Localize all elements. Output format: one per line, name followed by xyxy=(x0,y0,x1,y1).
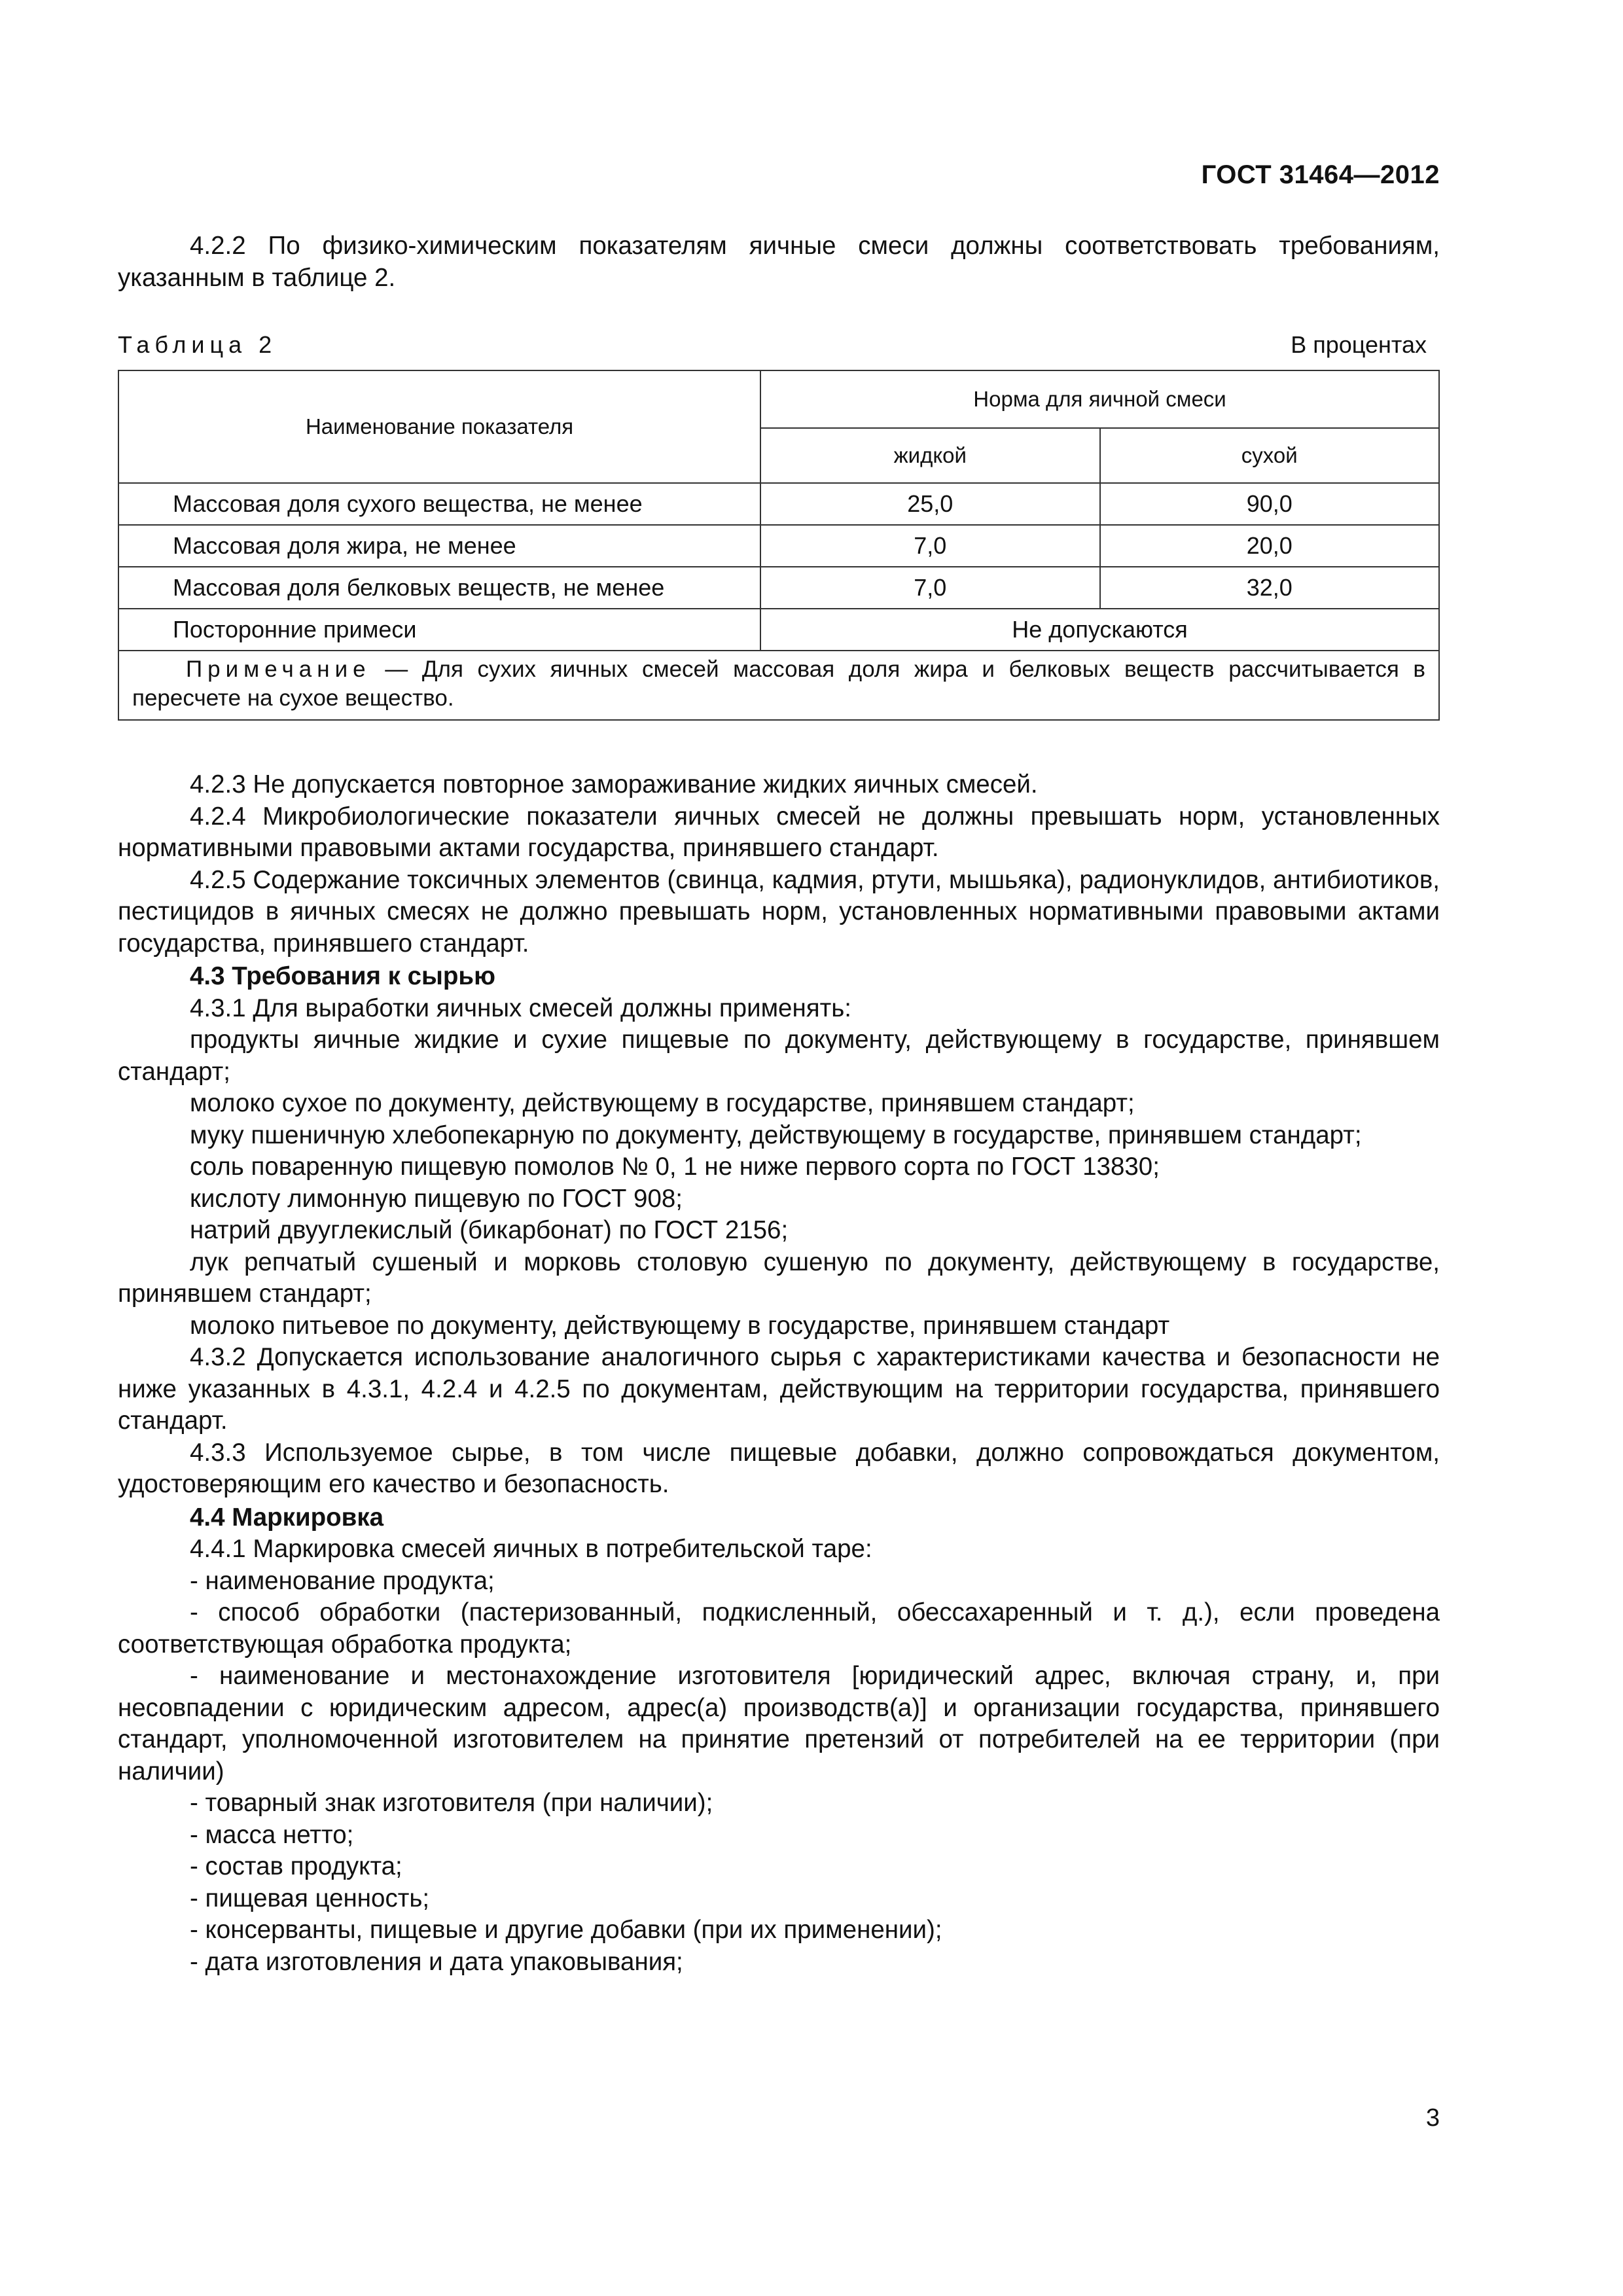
paragraph-4-2-5: 4.2.5 Содержание токсичных элементов (свинца, кадмия, ртути, мышьяка), радионуклидов, антибиотиков, пестицидов в яичных смесях не должно превышать норм, установленных нормативными правовыми актами государства, принявшего стандарт. xyxy=(118,865,1440,958)
paragraph-4-3-1: 4.3.1 Для выработки яичных смесей должны применять: xyxy=(190,994,851,1022)
table-row xyxy=(118,483,1439,525)
paragraph-4-2-3: 4.2.3 Не допускается повторное замораживание жидких яичных смесей. xyxy=(190,770,1038,798)
list-item: соль поваренную пищевую помолов № 0, 1 не ниже первого сорта по ГОСТ 13830; xyxy=(190,1153,1160,1181)
list-item: натрий двууглекислый (бикарбонат) по ГОСТ 2156; xyxy=(190,1216,789,1244)
paragraph-4-2-4: 4.2.4 Микробиологические показатели яичных смесей не должны превышать норм, установленных нормативными правовыми актами государства, принявшего стандарт. xyxy=(118,802,1440,862)
paragraph-4-3-2: 4.3.2 Допускается использование аналогичного сырья с характеристиками качества и безопасности не ниже указанных в 4.3.1, 4.2.4 и 4.2.5 по документам, действующим на территории государства, принявшего стандарт. xyxy=(118,1343,1440,1435)
header-norm: Норма для яичной смеси xyxy=(760,370,1439,428)
row-name: Массовая доля белковых веществ, не менее xyxy=(118,567,760,609)
row-liquid-value: 25,0 xyxy=(760,483,1099,525)
list-item: лук репчатый сушеный и морковь столовую сушеную по документу, действующему в государстве, принявшем стандарт; xyxy=(118,1247,1440,1308)
row-dry-value: 90,0 xyxy=(1100,483,1439,525)
header-liquid: жидкой xyxy=(760,428,1099,483)
row-liquid-value: 7,0 xyxy=(760,525,1099,567)
table-row xyxy=(118,525,1439,567)
list-item: муку пшеничную хлебопекарную по документу, действующему в государстве, принявшем стандарт; xyxy=(190,1121,1362,1149)
header-indicator-name: Наименование показателя xyxy=(118,370,760,483)
table-2-caption: Таблица 2 xyxy=(118,331,277,358)
note-text: — Для сухих яичных смесей массовая доля жира и белковых веществ рассчитывается в пересчете на сухое вещество. xyxy=(132,656,1425,711)
section-4-3-title: 4.3 Требования к сырью xyxy=(190,962,495,990)
list-item: - пищевая ценность; xyxy=(190,1884,430,1912)
row-impurities-value: Не допускаются xyxy=(760,609,1439,651)
list-item: - товарный знак изготовителя (при наличии); xyxy=(190,1789,713,1817)
paragraph-4-4-1: 4.4.1 Маркировка смесей яичных в потребительской таре: xyxy=(190,1535,872,1563)
table-note-row xyxy=(118,651,1439,720)
list-item: - состав продукта; xyxy=(190,1852,402,1880)
table-2 xyxy=(118,370,1440,721)
list-item: - консерванты, пищевые и другие добавки (при их применении); xyxy=(190,1916,942,1944)
row-name: Массовая доля жира, не менее xyxy=(118,525,760,567)
table-2-unit: В процентах xyxy=(1291,331,1427,358)
paragraph-4-3-3: 4.3.3 Используемое сырье, в том числе пищевые добавки, должно сопровождаться документом, удостоверяющим его качество и безопасность. xyxy=(118,1438,1440,1498)
table-note xyxy=(118,651,1439,720)
row-name: Массовая доля сухого вещества, не менее xyxy=(118,483,760,525)
page-content xyxy=(118,230,1440,1978)
row-name: Посторонние примеси xyxy=(118,609,760,651)
list-item: - наименование и местонахождение изготовителя [юридический адрес, включая страну, и, при несовпадении с юридическим адресом, адрес(а) производств(а)] и организации государства, принявшего стандарт, уполномоченной изготовителем на принятие претензий от потребителей на ее территории (при наличии) xyxy=(118,1662,1440,1785)
table-row-impurities xyxy=(118,609,1439,651)
list-item: продукты яичные жидкие и сухие пищевые по документу, действующему в государстве, принявшем стандарт; xyxy=(118,1026,1440,1086)
header-dry: сухой xyxy=(1100,428,1439,483)
document-number: ГОСТ 31464—2012 xyxy=(1201,160,1440,189)
list-item: - масса нетто; xyxy=(190,1820,354,1849)
list-item: - наименование продукта; xyxy=(190,1566,495,1595)
table-header-row-1 xyxy=(118,370,1439,428)
list-item: молоко питьевое по документу, действующему в государстве, принявшем стандарт xyxy=(190,1311,1170,1340)
list-item: - способ обработки (пастеризованный, подкисленный, обессахаренный и т. д.), если проведена соответствующая обработка продукта; xyxy=(118,1598,1440,1659)
table-2-caption-row xyxy=(118,327,1440,361)
paragraph-4-2-2: 4.2.2 По физико-химическим показателям яичные смеси должны соответствовать требованиям, указанным в таблице 2. xyxy=(118,232,1440,292)
row-liquid-value: 7,0 xyxy=(760,567,1099,609)
row-dry-value: 20,0 xyxy=(1100,525,1439,567)
section-4-4-title: 4.4 Маркировка xyxy=(190,1503,384,1532)
list-item: - дата изготовления и дата упаковывания; xyxy=(190,1947,683,1976)
list-item: кислоту лимонную пищевую по ГОСТ 908; xyxy=(190,1184,683,1213)
page-number: 3 xyxy=(1425,2104,1440,2132)
row-dry-value: 32,0 xyxy=(1100,567,1439,609)
list-item: молоко сухое по документу, действующему в государстве, принявшем стандарт; xyxy=(190,1089,1135,1117)
table-row xyxy=(118,567,1439,609)
note-label: Примечание xyxy=(186,656,371,682)
